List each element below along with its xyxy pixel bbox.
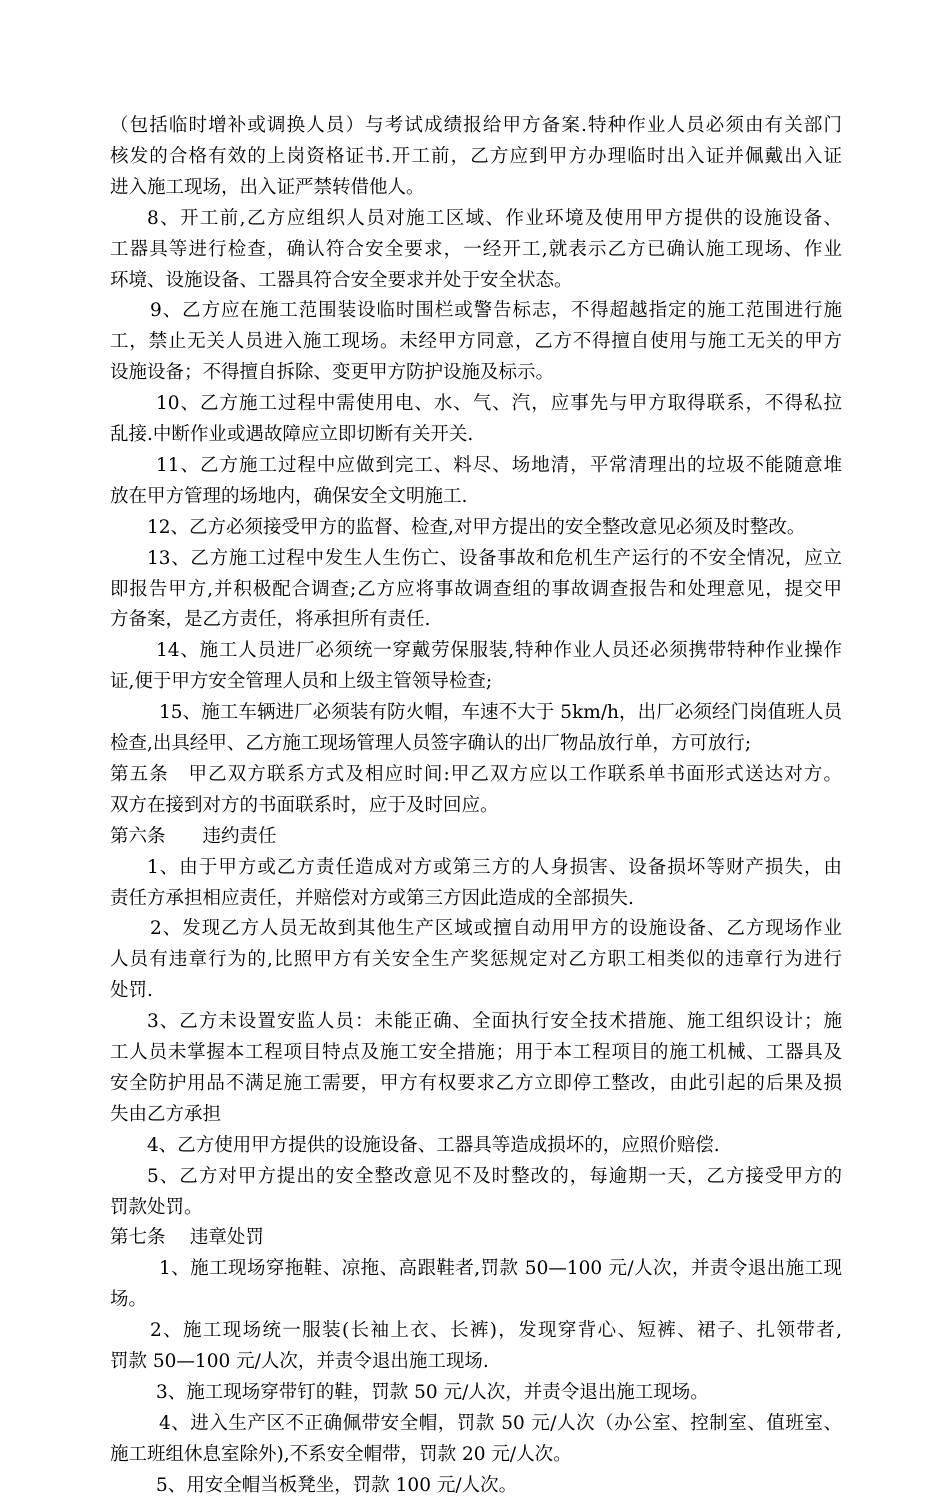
text-line: 8、开工前,乙方应组织人员对施工区域、作业环境及使用甲方提供的设施设备、 xyxy=(147,207,842,229)
text-line: 人员有违章行为的,比照甲方有关安全生产奖惩规定对乙方职工相类似的违章行为进行 xyxy=(110,949,842,971)
text-line: 14、施工人员进厂必须统一穿戴劳保服装,特种作业人员还必须携带特种作业操作 xyxy=(156,640,842,662)
text-line: 进入施工现场，出入证严禁转借他人。 xyxy=(110,176,425,198)
text-line: 9、乙方应在施工范围装设临时围栏或警告标志，不得超越指定的施工范围进行施 xyxy=(150,300,842,322)
text-line: 第七条 违章处罚 xyxy=(110,1227,264,1249)
text-line: 2、发现乙方人员无故到其他生产区域或擅自动用甲方的设施设备、乙方现场作业 xyxy=(150,918,842,940)
text-line: 5、乙方对甲方提出的安全整改意见不及时整改的，每逾期一天，乙方接受甲方的 xyxy=(147,1165,842,1187)
text-line: 环境、设施设备、工器具符合安全要求并处于安全状态。 xyxy=(110,269,573,291)
text-line: 3、施工现场穿带钉的鞋，罚款 50 元/人次，并责令退出施工现场。 xyxy=(156,1381,709,1403)
text-line: 工器具等进行检查，确认符合安全要求，一经开工,就表示乙方已确认施工现场、作业 xyxy=(110,238,842,260)
text-line: 失由乙方承担 xyxy=(110,1103,222,1125)
text-line: 工，禁止无关人员进入施工现场。未经甲方同意，乙方不得擅自使用与施工无关的甲方 xyxy=(110,331,842,353)
text-line: 3、乙方未设置安监人员：未能正确、全面执行安全技术措施、施工组织设计；施 xyxy=(147,1011,842,1033)
text-line: 双方在接到对方的书面联系时，应于及时回应。 xyxy=(110,794,499,816)
text-line: 放在甲方管理的场地内，确保安全文明施工. xyxy=(110,485,468,507)
text-line: 证,便于甲方安全管理人员和上级主管领导检查; xyxy=(110,671,493,693)
text-line: 核发的合格有效的上岗资格证书.开工前，乙方应到甲方办理临时出入证并佩戴出入证 xyxy=(110,145,842,167)
text-line: 罚款 50—100 元/人次，并责令退出施工现场. xyxy=(110,1351,489,1372)
text-line: （包括临时增补或调换人员）与考试成绩报给甲方备案.特种作业人员必须由有关部门 xyxy=(110,115,842,136)
text-line: 检查,出具经甲、乙方施工现场管理人员签字确认的出厂物品放行单，方可放行; xyxy=(110,733,752,754)
text-line: 方备案，是乙方责任，将承担所有责任. xyxy=(110,609,431,631)
text-line: 1、施工现场穿拖鞋、凉拖、高跟鞋者,罚款 50—100 元/人次，并责令退出施工现 xyxy=(159,1258,842,1280)
text-line: 12、乙方必须接受甲方的监督、检查,对甲方提出的安全整改意见必须及时整改。 xyxy=(147,516,806,538)
text-line: 即报告甲方,并积极配合调查;乙方应将事故调查组的事故调查报告和处理意见，提交甲 xyxy=(110,578,842,600)
text-line: 10、乙方施工过程中需使用电、水、气、汽，应事先与甲方取得联系，不得私拉 xyxy=(156,393,842,415)
text-line: 第五条 甲乙双方联系方式及相应时间:甲乙双方应以工作联系单书面形式送达对方。 xyxy=(110,763,842,785)
text-line: 安全防护用品不满足施工需要，甲方有权要求乙方立即停工整改，由此引起的后果及损 xyxy=(110,1072,842,1094)
text-line: 5、用安全帽当板凳坐，罚款 100 元/人次。 xyxy=(156,1474,518,1496)
text-line: 4、进入生产区不正确佩带安全帽，罚款 50 元/人次（办公室、控制室、值班室、 xyxy=(159,1412,842,1434)
text-line: 乱接.中断作业或遇故障应立即切断有关开关. xyxy=(110,424,474,445)
text-line: 15、施工车辆进厂必须装有防火帽，车速不大于 5km/h，出厂必须经门岗值班人员 xyxy=(159,702,842,724)
text-line: 处罚. xyxy=(110,980,153,1002)
text-line: 1、由于甲方或乙方责任造成对方或第三方的人身损害、设备损坏等财产损失，由 xyxy=(147,856,842,878)
text-line: 罚款处罚。 xyxy=(110,1196,203,1218)
text-line: 11、乙方施工过程中应做到完工、料尽、场地清，平常清理出的垃圾不能随意堆 xyxy=(156,454,842,476)
text-line: 责任方承担相应责任，并赔偿对方或第三方因此造成的全部损失. xyxy=(110,887,634,909)
text-line: 第六条 违约责任 xyxy=(110,825,277,847)
text-line: 场。 xyxy=(110,1289,148,1311)
text-line: 2、施工现场统一服装(长袖上衣、长裤)，发现穿背心、短裤、裙子、扎领带者, xyxy=(150,1320,842,1342)
text-line: 13、乙方施工过程中发生人生伤亡、设备事故和危机生产运行的不安全情况，应立 xyxy=(147,547,842,569)
text-line: 4、乙方使用甲方提供的设施设备、工器具等造成损坏的，应照价赔偿. xyxy=(147,1134,720,1156)
text-line: 设施设备；不得擅自拆除、变更甲方防护设施及标示。 xyxy=(110,362,555,384)
text-line: 施工班组休息室除外),不系安全帽带，罚款 20 元/人次。 xyxy=(110,1443,572,1465)
text-line: 工人员未掌握本工程项目特点及施工安全措施；用于本工程项目的施工机械、工器具及 xyxy=(110,1042,842,1063)
